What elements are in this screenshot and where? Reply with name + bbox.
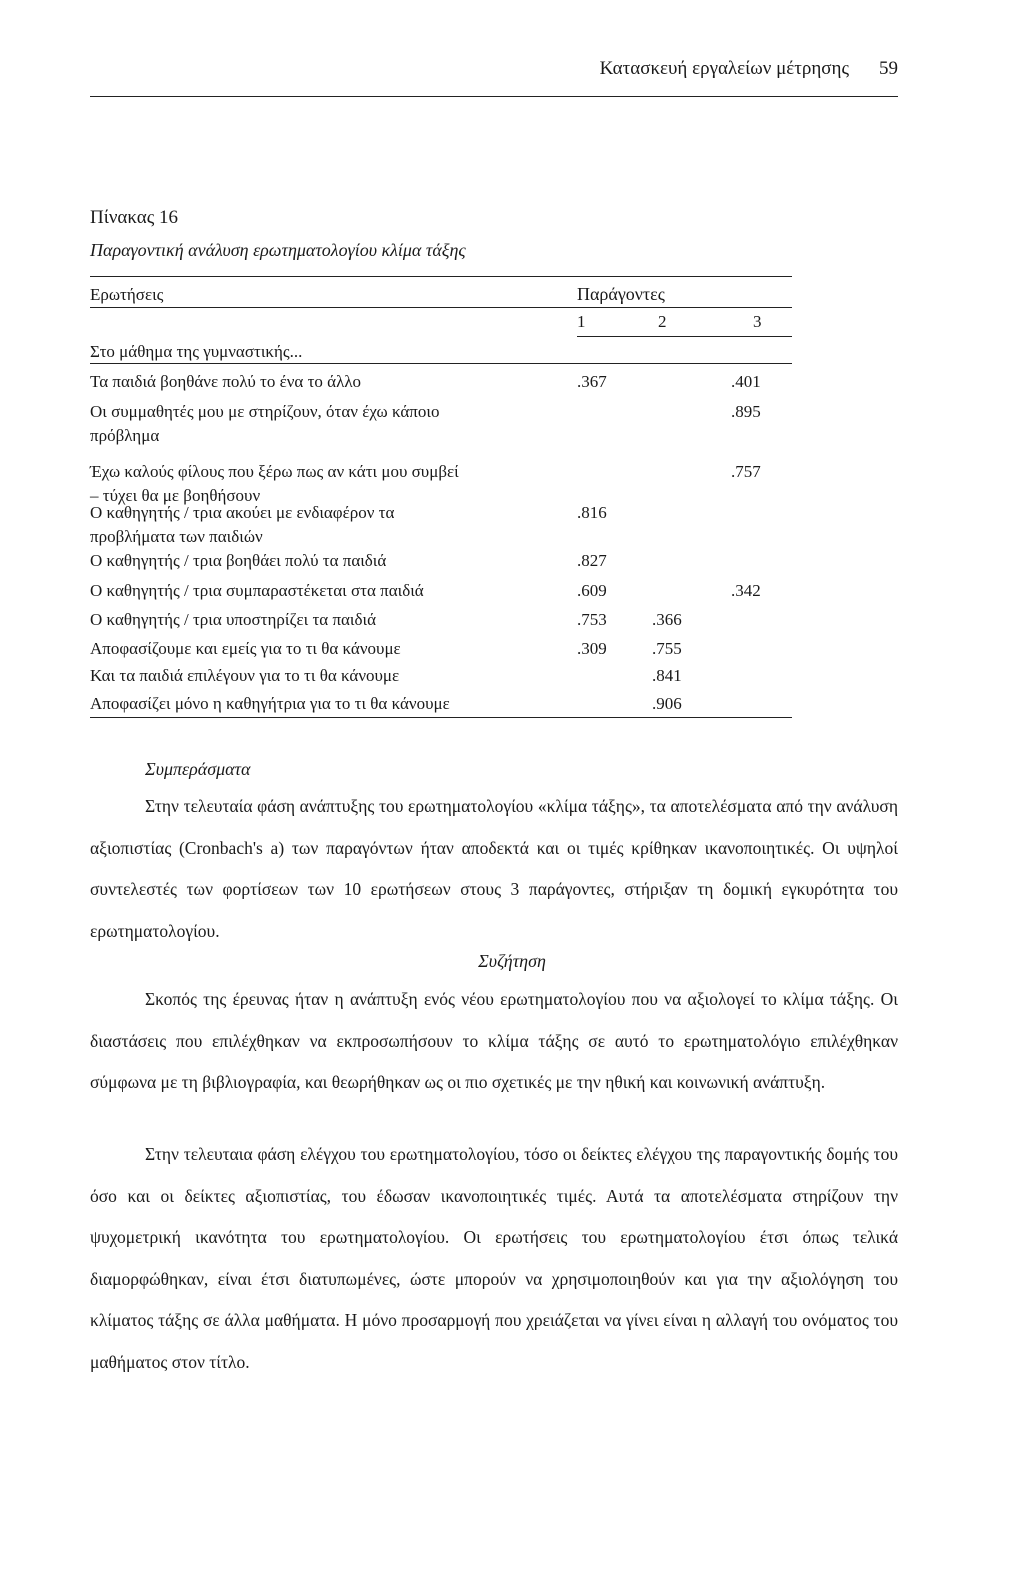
running-title: Κατασκευή εργαλείων μέτρησης — [599, 58, 849, 79]
table-title: Παραγοντική ανάλυση ερωτηματολογίου κλίμα τάξης — [90, 240, 466, 260]
row-item-text: Τα παιδιά βοηθάνε πολύ το ένα το άλλο — [90, 372, 362, 391]
header-rule-1 — [90, 307, 792, 308]
discussion-paragraph-2 — [90, 1134, 898, 1383]
table-stem: Στο μάθημα της γυμναστικής... — [90, 342, 303, 361]
row-loading-f1: .816 — [577, 503, 607, 522]
row-loading-f3: .342 — [731, 581, 761, 600]
table-caption: Πίνακας 16 — [90, 207, 179, 228]
row-item-text-cont: πρόβλημα — [90, 426, 160, 445]
conclusions-text: Στην τελευταία φάση ανάπτυξης του ερωτηματολογίου «κλίμα τάξης», τα αποτελέσματα από την ανάλυση αξιοπιστίας (Cronbach's a) των παραγόντων ήταν αποδεκτά και οι τιμές κρίθηκαν ικανοποιητικές. Οι υψηλοί συντελεστές των φορτίσεων των 10 ερωτήσεων στους 3 παράγοντες, στήριξαν τη δομική εγκυρότητα του ερωτηματολογίου. — [90, 796, 898, 941]
row-loading-f1: .827 — [577, 551, 607, 570]
discussion-text-2: Στην τελευταια φάση ελέγχου του ερωτηματολογίου, τόσο οι δείκτες ελέγχου της παραγοντικής δομής του όσο και οι δείκτες αξιοπιστίας, του έδωσαν ικανοποιητικές τιμές. Αυτά τα αποτελέσματα στηρίζουν την ψυχομετρική ικανότητα του ερωτηματολογίου. Οι ερωτήσεις του ερωτηματολογίου έτσι όπως τελικά διαμορφώθηκαν, είναι έτσι διατυπωμένες, ώστε μπορούν να χρησιμοποιηθούν και για την αξιολόγηση του κλίματος τάξης σε άλλα μαθήματα. Η μόνο προσαρμογή που χρειάζεται να γίνει είναι η αλλαγή του ονόματος του μαθήματος στον τίτλο. — [90, 1144, 898, 1372]
row-item-text: Ο καθηγητής / τρια συμπαραστέκεται στα παιδιά — [90, 581, 424, 600]
factor-number-1: 1 — [577, 312, 586, 331]
row-loading-f1: .367 — [577, 372, 607, 391]
factor-number-3: 3 — [753, 312, 762, 331]
header-rule-3 — [90, 363, 792, 364]
row-loading-f3: .895 — [731, 402, 761, 421]
row-loading-f2: .841 — [652, 666, 682, 685]
row-loading-f3: .757 — [731, 462, 761, 481]
conclusions-paragraph — [90, 786, 898, 952]
row-item-text-cont: προβλήματα των παιδιών — [90, 527, 263, 546]
row-loading-f1: .609 — [577, 581, 607, 600]
col-header-factors: Παράγοντες — [577, 284, 665, 304]
discussion-paragraph-1 — [90, 979, 898, 1104]
row-item-text: Αποφασίζει μόνο η καθηγήτρια για το τι θα κάνουμε — [90, 694, 450, 713]
row-loading-f2: .755 — [652, 639, 682, 658]
row-item-text: Και τα παιδιά επιλέγουν για το τι θα κάνουμε — [90, 666, 400, 685]
header-rule — [90, 96, 898, 97]
conclusions-heading: Συμπεράσματα — [145, 759, 251, 779]
row-item-text-cont: – τύχει θα με βοηθήσουν — [90, 486, 261, 505]
row-item-text: Οι συμμαθητές μου με στηρίζουν, όταν έχω κάποιο — [90, 402, 440, 421]
header-rule-2 — [577, 336, 792, 337]
discussion-text-1: Σκοπός της έρευνας ήταν η ανάπτυξη ενός νέου ερωτηματολογίου που να αξιολογεί το κλίμα τάξης. Οι διαστάσεις που επιλέχθηκαν να εκπροσωπήσουν το κλίμα τάξης σε αυτό το ερωτηματολόγιο επιλέχθηκαν σύμφωνα με τη βιβλιογραφία, και θεωρήθηκαν ως οι πιο σχετικές με την ηθική και κοινωνική ανάπτυξη. — [90, 989, 898, 1092]
row-item-text: Ο καθηγητής / τρια υποστηρίζει τα παιδιά — [90, 610, 376, 629]
row-item-text: Αποφασίζουμε και εμείς για το τι θα κάνουμε — [90, 639, 401, 658]
col-header-items: Ερωτήσεις — [90, 285, 164, 304]
row-item-text: Ο καθηγητής / τρια βοηθάει πολύ τα παιδιά — [90, 551, 387, 570]
page-number: 59 — [879, 58, 898, 79]
discussion-heading: Συζήτηση — [478, 951, 546, 971]
row-loading-f2: .906 — [652, 694, 682, 713]
row-item-text: Ο καθηγητής / τρια ακούει με ενδιαφέρον τα — [90, 503, 395, 522]
table-top-rule — [90, 276, 792, 277]
row-loading-f1: .753 — [577, 610, 607, 629]
table-bottom-rule — [90, 717, 792, 718]
factor-number-2: 2 — [658, 312, 667, 331]
row-loading-f3: .401 — [731, 372, 761, 391]
row-loading-f2: .366 — [652, 610, 682, 629]
running-header — [90, 58, 898, 80]
row-loading-f1: .309 — [577, 639, 607, 658]
row-item-text: Έχω καλούς φίλους που ξέρω πως αν κάτι μου συμβεί — [90, 462, 459, 481]
